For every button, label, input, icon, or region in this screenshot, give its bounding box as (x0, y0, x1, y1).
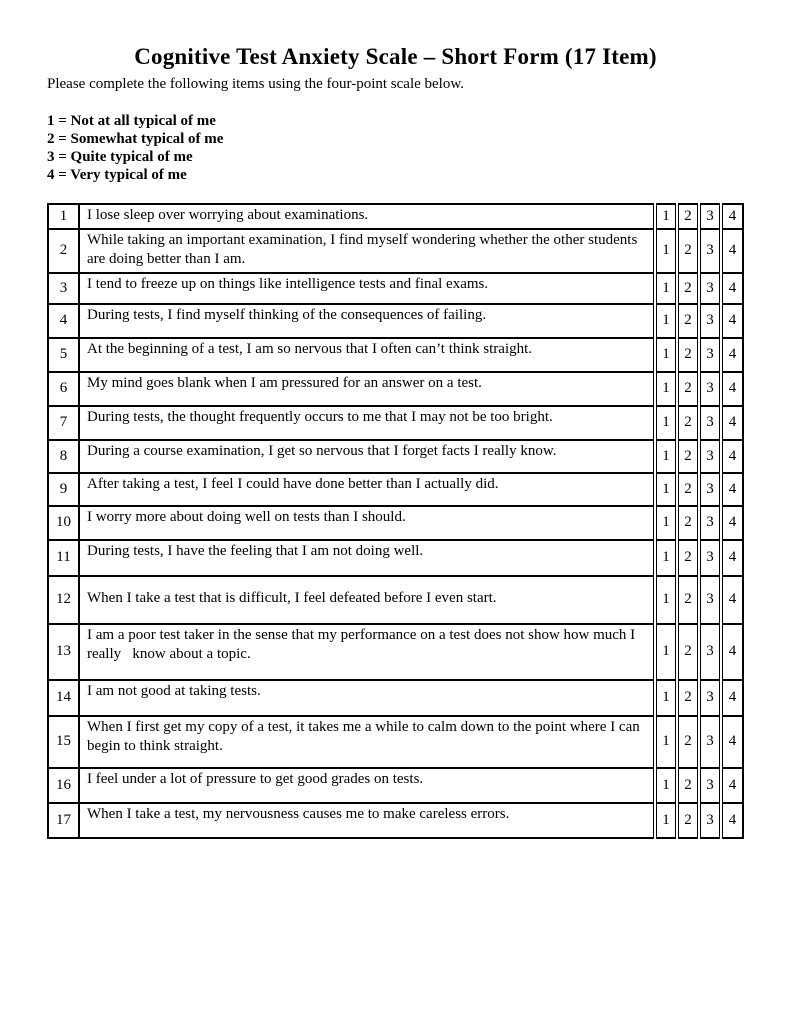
item-text: My mind goes blank when I am pressured for an answer on a test. (79, 372, 655, 406)
table-row (48, 204, 743, 229)
rating-cell-3[interactable]: 3 (699, 406, 721, 440)
table-row (48, 540, 743, 576)
rating-cell-1[interactable]: 1 (655, 506, 677, 540)
questionnaire-table (47, 203, 744, 839)
rating-cell-2[interactable]: 2 (677, 576, 699, 624)
rating-cell-2[interactable]: 2 (677, 440, 699, 473)
table-row (48, 576, 743, 624)
item-number: 10 (48, 506, 79, 540)
rating-cell-4[interactable]: 4 (721, 440, 743, 473)
rating-cell-2[interactable]: 2 (677, 273, 699, 304)
item-text: I am not good at taking tests. (79, 680, 655, 716)
rating-cell-2[interactable]: 2 (677, 540, 699, 576)
item-number: 9 (48, 473, 79, 506)
rating-cell-1[interactable]: 1 (655, 406, 677, 440)
rating-cell-2[interactable]: 2 (677, 304, 699, 338)
rating-cell-4[interactable]: 4 (721, 473, 743, 506)
table-row (48, 624, 743, 680)
rating-cell-2[interactable]: 2 (677, 406, 699, 440)
rating-cell-4[interactable]: 4 (721, 372, 743, 406)
instructions-text: Please complete the following items using the four-point scale below. (47, 76, 464, 92)
rating-cell-1[interactable]: 1 (655, 473, 677, 506)
item-number: 8 (48, 440, 79, 473)
rating-cell-1[interactable]: 1 (655, 440, 677, 473)
item-number: 16 (48, 768, 79, 803)
scale-legend-line: 3 = Quite typical of me (47, 149, 193, 165)
table-row (48, 372, 743, 406)
table-row (48, 506, 743, 540)
rating-cell-1[interactable]: 1 (655, 304, 677, 338)
table-row (48, 716, 743, 768)
rating-cell-1[interactable]: 1 (655, 540, 677, 576)
item-text: At the beginning of a test, I am so nervous that I often can’t think straight. (79, 338, 655, 372)
item-number: 5 (48, 338, 79, 372)
rating-cell-4[interactable]: 4 (721, 304, 743, 338)
item-text: During tests, I have the feeling that I am not doing well. (79, 540, 655, 576)
rating-cell-2[interactable]: 2 (677, 372, 699, 406)
rating-cell-3[interactable]: 3 (699, 372, 721, 406)
item-text: I feel under a lot of pressure to get good grades on tests. (79, 768, 655, 803)
item-number: 11 (48, 540, 79, 576)
rating-cell-1[interactable]: 1 (655, 372, 677, 406)
item-number: 2 (48, 229, 79, 273)
rating-cell-3[interactable]: 3 (699, 338, 721, 372)
rating-cell-2[interactable]: 2 (677, 768, 699, 803)
item-text: I tend to freeze up on things like intelligence tests and final exams. (79, 273, 655, 304)
item-text: After taking a test, I feel I could have done better than I actually did. (79, 473, 655, 506)
rating-cell-3[interactable]: 3 (699, 506, 721, 540)
rating-cell-2[interactable]: 2 (677, 624, 699, 680)
rating-cell-2[interactable]: 2 (677, 473, 699, 506)
rating-cell-1[interactable]: 1 (655, 803, 677, 838)
item-text: When I first get my copy of a test, it takes me a while to calm down to the point where I can begin to think straight. (79, 716, 655, 768)
rating-cell-3[interactable]: 3 (699, 576, 721, 624)
item-text: While taking an important examination, I find myself wondering whether the other students are doing better than I am. (79, 229, 655, 273)
table-row (48, 273, 743, 304)
rating-cell-4[interactable]: 4 (721, 576, 743, 624)
rating-cell-3[interactable]: 3 (699, 204, 721, 229)
table-row (48, 304, 743, 338)
item-text: During tests, the thought frequently occurs to me that I may not be too bright. (79, 406, 655, 440)
rating-cell-2[interactable]: 2 (677, 204, 699, 229)
rating-cell-1[interactable]: 1 (655, 716, 677, 768)
rating-cell-2[interactable]: 2 (677, 803, 699, 838)
rating-cell-3[interactable]: 3 (699, 540, 721, 576)
table-row (48, 440, 743, 473)
scale-legend-line: 1 = Not at all typical of me (47, 113, 216, 129)
rating-cell-1[interactable]: 1 (655, 768, 677, 803)
rating-cell-3[interactable]: 3 (699, 680, 721, 716)
rating-cell-4[interactable]: 4 (721, 803, 743, 838)
table-row (48, 406, 743, 440)
rating-cell-3[interactable]: 3 (699, 229, 721, 273)
rating-cell-1[interactable]: 1 (655, 576, 677, 624)
item-text: I lose sleep over worrying about examinations. (79, 204, 655, 229)
rating-cell-3[interactable]: 3 (699, 304, 721, 338)
item-number: 6 (48, 372, 79, 406)
item-number: 3 (48, 273, 79, 304)
item-text: When I take a test, my nervousness causes me to make careless errors. (79, 803, 655, 838)
item-text: I am a poor test taker in the sense that my performance on a test does not show how much I really know about a topic. (79, 624, 655, 680)
rating-cell-2[interactable]: 2 (677, 338, 699, 372)
rating-cell-3[interactable]: 3 (699, 768, 721, 803)
table-row (48, 473, 743, 506)
scale-legend (47, 112, 744, 184)
table-row (48, 229, 743, 273)
rating-cell-4[interactable]: 4 (721, 624, 743, 680)
rating-cell-4[interactable]: 4 (721, 716, 743, 768)
rating-cell-1[interactable]: 1 (655, 338, 677, 372)
rating-cell-4[interactable]: 4 (721, 506, 743, 540)
rating-cell-1[interactable]: 1 (655, 624, 677, 680)
scale-legend-line: 4 = Very typical of me (47, 167, 187, 183)
page-title: Cognitive Test Anxiety Scale – Short Form (17 Item) (134, 44, 657, 69)
rating-cell-3[interactable]: 3 (699, 803, 721, 838)
rating-cell-3[interactable]: 3 (699, 473, 721, 506)
item-text: I worry more about doing well on tests than I should. (79, 506, 655, 540)
rating-cell-4[interactable]: 4 (721, 338, 743, 372)
rating-cell-2[interactable]: 2 (677, 229, 699, 273)
rating-cell-1[interactable]: 1 (655, 273, 677, 304)
item-number: 1 (48, 204, 79, 229)
item-text: During tests, I find myself thinking of the consequences of failing. (79, 304, 655, 338)
rating-cell-4[interactable]: 4 (721, 540, 743, 576)
rating-cell-1[interactable]: 1 (655, 229, 677, 273)
rating-cell-4[interactable]: 4 (721, 229, 743, 273)
rating-cell-3[interactable]: 3 (699, 624, 721, 680)
rating-cell-1[interactable]: 1 (655, 204, 677, 229)
table-row (48, 768, 743, 803)
rating-cell-2[interactable]: 2 (677, 680, 699, 716)
rating-cell-1[interactable]: 1 (655, 680, 677, 716)
item-text: When I take a test that is difficult, I feel defeated before I even start. (79, 576, 655, 624)
item-number: 12 (48, 576, 79, 624)
rating-cell-3[interactable]: 3 (699, 716, 721, 768)
scale-legend-line: 2 = Somewhat typical of me (47, 131, 224, 147)
table-row (48, 680, 743, 716)
item-text: During a course examination, I get so nervous that I forget facts I really know. (79, 440, 655, 473)
rating-cell-4[interactable]: 4 (721, 273, 743, 304)
rating-cell-2[interactable]: 2 (677, 716, 699, 768)
rating-cell-2[interactable]: 2 (677, 506, 699, 540)
item-number: 7 (48, 406, 79, 440)
table-row (48, 338, 743, 372)
rating-cell-3[interactable]: 3 (699, 273, 721, 304)
item-number: 14 (48, 680, 79, 716)
table-row (48, 803, 743, 838)
rating-cell-4[interactable]: 4 (721, 204, 743, 229)
item-number: 15 (48, 716, 79, 768)
rating-cell-4[interactable]: 4 (721, 680, 743, 716)
rating-cell-4[interactable]: 4 (721, 768, 743, 803)
rating-cell-3[interactable]: 3 (699, 440, 721, 473)
rating-cell-4[interactable]: 4 (721, 406, 743, 440)
item-number: 4 (48, 304, 79, 338)
item-number: 17 (48, 803, 79, 838)
item-number: 13 (48, 624, 79, 680)
